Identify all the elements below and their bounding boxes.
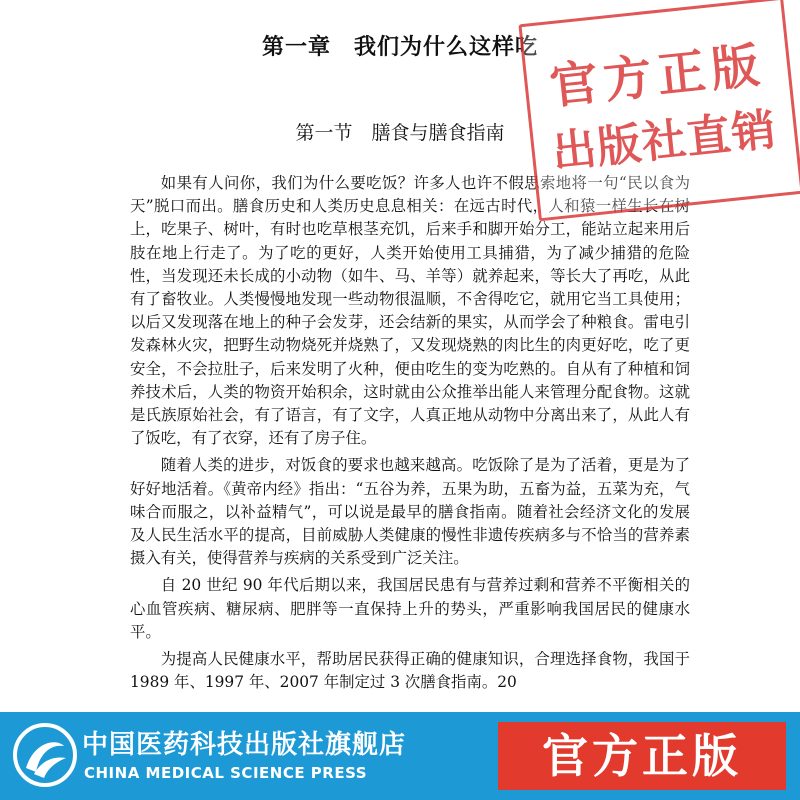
publisher-name-en: CHINA MEDICAL SCIENCE PRESS — [84, 764, 368, 782]
paragraph: 为提高人民健康水平，帮助居民获得正确的健康知识，合理选择食物，我国于 1989 年、1997 年、2007 年制定过 3 次膳食指南。20 — [130, 650, 690, 692]
stamp-line-2: 出版社直销 — [549, 104, 779, 179]
chapter-title: 第一章 我们为什么这样吃 — [261, 35, 538, 60]
paragraph: 随着人类的进步，对饭食的要求也越来越高。吃饭除了是为了活着，更是为了好好地活着。《黄帝内经》指出：“五谷为养，五果为助，五畜为益，五菜为充，气味合而服之，以补益精气”，可以说是最早的膳食指南。随着社会经济文化的发展及人民生活水平的提高，目前威胁人类健康的慢性非遗传疾病多与不恰当的营养素摄入有关，使得营养与疾病的关系受到广泛关注。 — [130, 456, 690, 568]
publisher-name-cn: 中国医药科技出版社旗舰店 — [82, 730, 407, 760]
cmsp-logo-icon — [12, 722, 78, 788]
official-badge: 官方正版 — [498, 722, 786, 790]
section-title: 第一节 膳食与膳食指南 — [295, 122, 505, 144]
body-text — [130, 172, 690, 698]
paragraph: 如果有人问你，我们为什么要吃饭？许多人也许不假思索地将一句“民以食为天”脱口而出。膳食历史和人类历史息息相关：在远古时代，人和猿一样生长在树上，吃果子、树叶，有时也吃草根茎充饥，后来手和脚开始分工，能站立起来用后肢在地上行走了。为了吃的更好，人类开始使用工具捕猎，为了减少捕猎的危险性，当发现还未长成的小动物（如牛、马、羊等）就养起来，等长大了再吃，从此有了畜牧业。人类慢慢地发现一些动物很温顺，不舍得吃它，就用它当工具使用；以后又发现落在地上的种子会发芽，还会结新的果实，从而学会了种粮食。雷电引发森林火灾，把野生动物烧死并烧熟了，又发现烧熟的肉比生的肉更好吃，吃了更安全，不会拉肚子，后来发明了火种，便由吃生的变为吃熟的。自从有了种植和饲养技术后，人类的物资开始积余，这时就由公众推举出能人来管理分配食物。这就是氏族原始社会，有了语言，有了文字，人真正地从动物中分离出来了，从此人有了饭吃，有了衣穿，还有了房子住。 — [130, 174, 690, 448]
publisher-banner — [0, 712, 800, 800]
paragraph: 自 20 世纪 90 年代后期以来，我国居民患有与营养过剩和营养不平衡相关的心血管疾病、糖尿病、肥胖等一直保持上升的势头，严重影响我国居民的健康水平。 — [130, 576, 690, 641]
official-stamp — [518, 0, 800, 221]
stamp-line-1: 官方正版 — [547, 37, 768, 116]
